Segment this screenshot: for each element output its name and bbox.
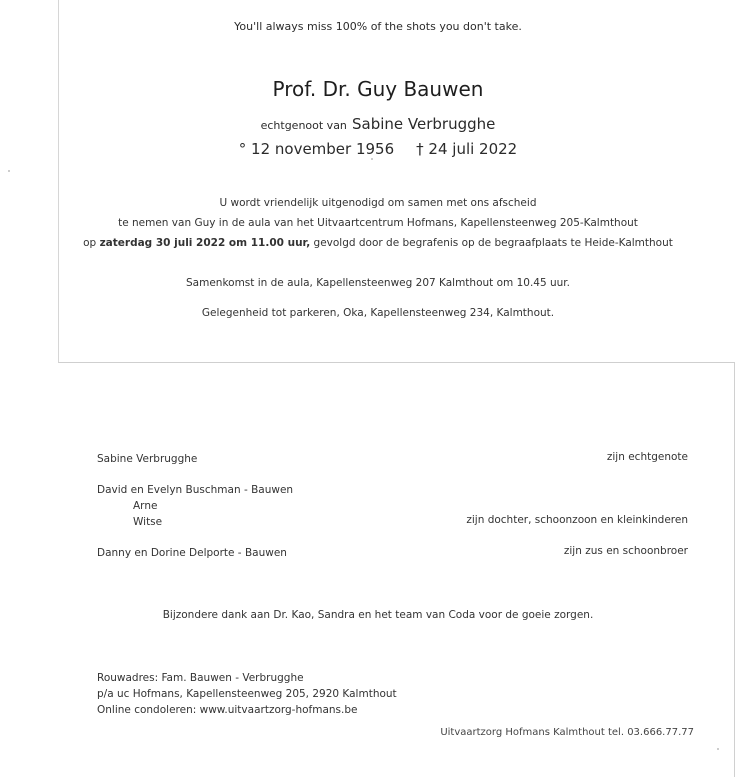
family-relation-spouse: zijn echtgenote: [606, 451, 688, 463]
family-relation-daughter: zijn dochter, schoonzoon en kleinkinderen: [466, 514, 688, 526]
birth-date: ° 12 november 1956: [238, 140, 395, 158]
invitation-line-3: [0, 237, 756, 249]
dates-line: [0, 140, 756, 158]
thanks-line: Bijzondere dank aan Dr. Kao, Sandra en het team van Coda voor de goeie zorgen.: [162, 609, 594, 621]
spouse-line: [0, 114, 756, 133]
family-relation-sister: zijn zus en schoonbroer: [563, 545, 688, 557]
family-name-daughter: David en Evelyn Buschman - Bauwen: [97, 484, 294, 496]
ceremony-datetime: zaterdag 30 juli 2022 om 11.00 uur,: [99, 237, 311, 249]
contact-address-line-1: Rouwadres: Fam. Bauwen - Verbrugghe: [97, 672, 304, 684]
contact-address-line-2: p/a uc Hofmans, Kapellensteenweg 205, 2920 Kalmthout: [97, 688, 397, 700]
spouse-name: Sabine Verbrugghe: [352, 115, 496, 133]
death-date: † 24 juli 2022: [416, 140, 518, 158]
quote: You'll always miss 100% of the shots you don't take.: [234, 20, 522, 33]
scan-speck: [8, 170, 10, 172]
scan-speck: [371, 158, 373, 160]
family-name-grandchild-2: Witse: [133, 516, 163, 528]
deceased-name: Prof. Dr. Guy Bauwen: [272, 77, 484, 101]
invitation-line-2: te nemen van Guy in de aula van het Uitvaartcentrum Hofmans, Kapellensteenweg 205-Kalmthout: [118, 217, 638, 229]
invitation-line-3-prefix: op: [83, 237, 97, 249]
online-condolence-line: Online condoleren: www.uitvaartzorg-hofmans.be: [97, 704, 358, 716]
funeral-home-footer: Uitvaartzorg Hofmans Kalmthout tel. 03.666.77.77: [440, 727, 694, 738]
parking-line: Gelegenheid tot parkeren, Oka, Kapellensteenweg 234, Kalmthout.: [201, 307, 555, 319]
family-name-sister: Danny en Dorine Delporte - Bauwen: [97, 547, 287, 559]
spouse-prefix: echtgenoot van: [260, 119, 347, 132]
invitation-line-3-suffix: gevolgd door de begrafenis op de begraafplaats te Heide-Kalmthout: [313, 237, 673, 249]
gathering-line: Samenkomst in de aula, Kapellensteenweg 207 Kalmthout om 10.45 uur.: [186, 277, 570, 289]
family-name-grandchild-1: Arne: [133, 500, 158, 512]
family-name-spouse: Sabine Verbrugghe: [97, 453, 198, 465]
invitation-line-1: U wordt vriendelijk uitgenodigd om samen met ons afscheid: [219, 197, 537, 209]
scan-speck: [717, 748, 719, 750]
